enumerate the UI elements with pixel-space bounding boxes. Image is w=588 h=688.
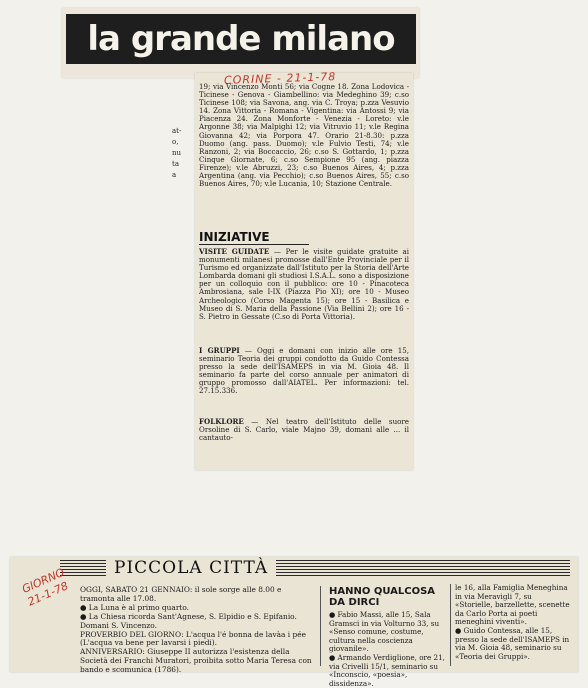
column-divider: [450, 584, 451, 666]
handwritten-date-bottom: GIORNO 21-1-78: [20, 565, 71, 609]
left-column: [80, 585, 312, 675]
middle-column: [329, 586, 445, 688]
left-paragraph: PROVERBIO DEL GIORNO: L'acqua l'é bonna de lavàa i pée (L'acqua va bene per lavarsi i piedi).: [80, 629, 306, 648]
gruppi-paragraph: [199, 347, 409, 422]
pharmacy-listings: 19; via Vincenzo Monti 56; via Cogne 18. Zona Lodovica - Ticinese - Genova - Giambellino: via Medeghino 39; c.so Ticinese 108; via Savona, ang. via C. Troya; p.zza Vesuvio 14. Zona Vittoria - Romana - Vigentina: via Antossi 9; via Piacenza 24. Zona Monforte - Venezia - Loreto: v.le Argonne 38; via Malpighi 12; via Vitruvio 11; v.le Regina Giovanna 42; via Porpora 47. Orario 21-8.30: p.zza Duomo (ang. pass. Duomo); v.le Fulvio Testi, 74; v.le Ranzoni, 2; via Boccaccio, 26; c.so S. Gottardo, 1; p.zza Cinque Giornate, 6; c.so Sempione 95 (ang. piazza Firenze); v.le Abruzzi, 23; c.so Buenos Aires, 4; p.zza Argentina (ang. via Pecchio); c.so Buenos Aires, 55; c.so Buenos Aires, 70; v.le Lucania, 10; Stazione Centrale.: [199, 82, 409, 189]
fragment-line: at-: [172, 127, 182, 135]
left-paragraph: ANNIVERSARIO: Giuseppe II autorizza l'esistenza della Società dei Franchi Muratori, proibita sotto Maria Teresa con bando e scomunica (1786).: [80, 647, 312, 675]
right-paragraph: le 16, alla Famiglia Meneghina in via Meravigli 7, su «Storielle, barzellette, scenette da Carlo Porta ai poeti meneghini viventi».: [455, 583, 570, 627]
left-paragraph: ● La Chiesa ricorda Sant'Agnese, S. Elpidio e S. Epifanio. Domani S. Vincenzo.: [80, 611, 297, 630]
fragment-line: a: [172, 171, 177, 179]
column-title: PICCOLA CITTÀ: [106, 557, 276, 579]
adjacent-column-fragment: [172, 126, 192, 181]
left-paragraph: ● La Luna è al primo quarto.: [80, 602, 189, 612]
middle-paragraph: ● Armando Verdiglione, ore 21, via Crivelli 15/1, seminario su «Inconscio, «poesia», dissidenza».: [329, 652, 445, 688]
paragraph-lead: I GRUPPI: [199, 346, 240, 355]
section-heading: INIZIATIVE: [199, 230, 309, 245]
handwritten-date-top: CORINE - 21-1-78: [223, 70, 337, 87]
masthead-title: la grande milano: [66, 14, 416, 64]
middle-heading: HANNO QUALCOSA DA DIRCI: [329, 586, 436, 608]
folklore-paragraph: [199, 418, 409, 466]
paragraph-body: — Per le visite guidate gratuite ai monumenti milanesi promosse dall'Ente Provinciale per il Turismo ed organizzate dall'Istituto per la Storia dell'Arte Lombarda domani gli studiosi I.S.A.L. sono a disposizione per un colloquio con il pubblico: ore 10 - Pinacoteca Ambrosiana, sale I-IX (Piazza Pio XI); ore 10 - Museo Archeologico (Corso Magenta 15); ore 15 - Basilica e Museo di S. Maria della Passione (Via Bellini 2); ore 16 - S. Pietro in Gessate (C.so di Porta Vittoria).: [199, 247, 410, 321]
fragment-line: nu: [172, 149, 182, 157]
paragraph-lead: FOLKLORE: [199, 417, 244, 426]
column-divider: [320, 586, 321, 666]
visite-guidate-paragraph: [199, 248, 409, 348]
fragment-line: o,: [172, 138, 179, 146]
fragment-line: ta: [172, 160, 179, 168]
right-paragraph: ● Guido Contessa, alle 15, presso la sede dell'ISAMEPS in via M. Gioia 48, seminario su «Teoria dei Gruppi».: [455, 625, 570, 661]
paragraph-body: — Nel teatro dell'Istituto delle suore Orsoline di S. Carlo, viale Majno 39, domani alle ... il cantauto-: [199, 417, 409, 443]
paragraph-lead: VISITE GUIDATE: [199, 247, 270, 256]
left-paragraph: OGGI, SABATO 21 GENNAIO: il sole sorge alle 8.00 e tramonta alle 17.08.: [80, 585, 282, 603]
middle-paragraph: ● Fabio Massi, alle 15, Sala Gramsci in via Volturno 33, su «Senso comune, costume, cultura nella coscienza giovanile».: [329, 610, 440, 654]
right-column: [455, 584, 571, 670]
paragraph-body: — Oggi e domani con inizio alle ore 15, seminario Teoria dei gruppi condotto da Guido Contessa presso la sede dell'ISAMEPS in via M. Gioia 48. Il seminario fa parte del corso annuale per animatori di gruppo promosso dall'AIATEL. Per informazioni: tel. 27.15.336.: [199, 346, 409, 396]
